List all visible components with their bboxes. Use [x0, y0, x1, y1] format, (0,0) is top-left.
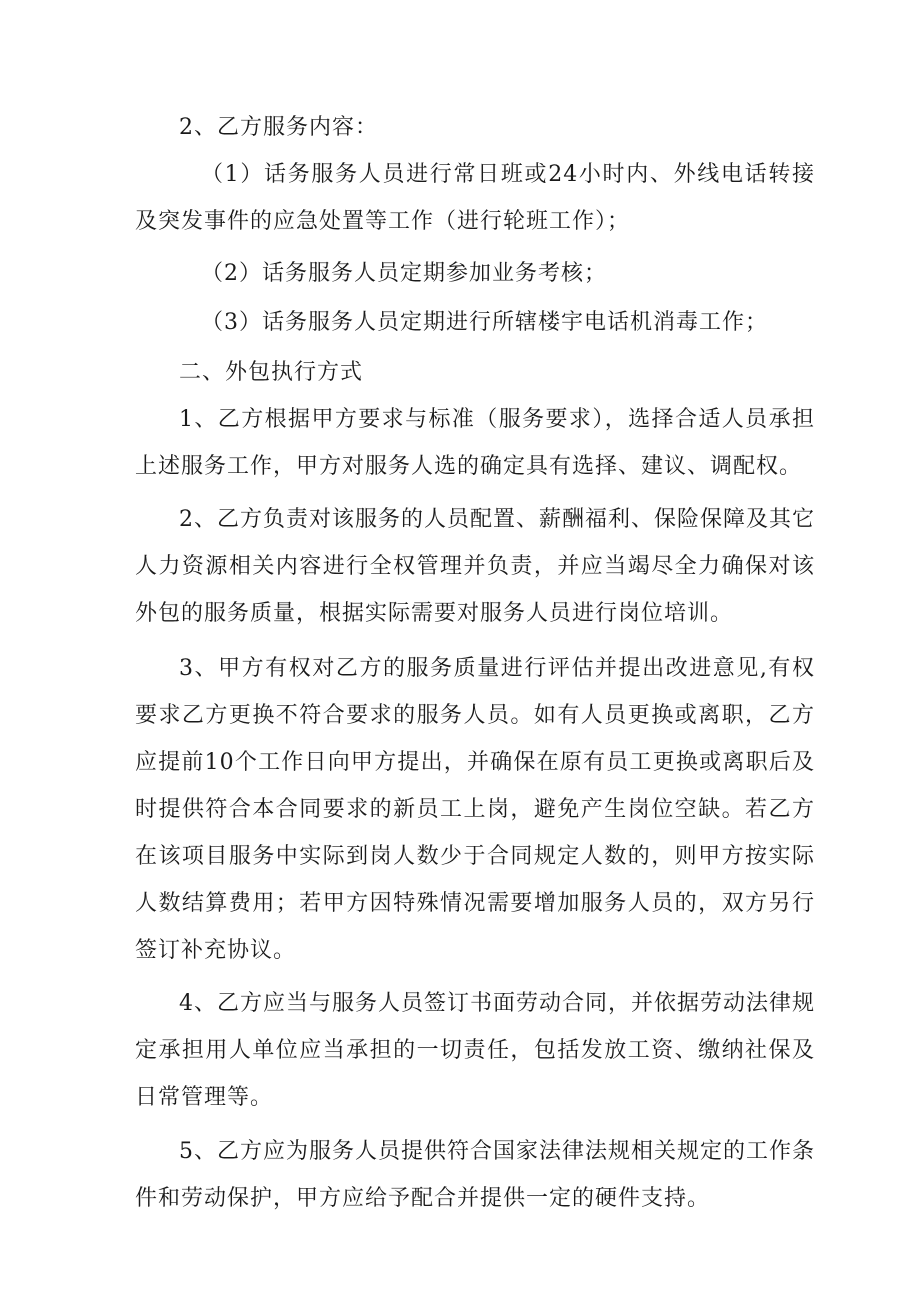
execution-clause-2: 2、乙方负责对该服务的人员配置、薪酬福利、保险保障及其它人力资源相关内容进行全权管理并负责，并应当竭尽全力确保对该外包的服务质量，根据实际需要对服务人员进行岗位培训。 [135, 507, 815, 626]
service-item-3: （3）话务服务人员定期进行所辖楼宇电话机消毒工作； [201, 310, 768, 335]
section-heading-execution: 二、外包执行方式 [179, 360, 364, 385]
service-content-heading: 2、乙方服务内容： [179, 115, 378, 140]
service-item-1: （1）话务服务人员进行常日班或24小时内、外线电话转接及突发事件的应急处置等工作（进行轮班工作）； [135, 162, 815, 234]
service-item-2: （2）话务服务人员定期参加业务考核； [201, 261, 607, 286]
execution-clause-3: 3、甲方有权对乙方的服务质量进行评估并提出改进意见,有权要求乙方更换不符合要求的服务人员。如有人员更换或离职，乙方应提前10个工作日向甲方提出，并确保在原有员工更换或离职后及时提供符合本合同要求的新员工上岗，避免产生岗位空缺。若乙方在该项目服务中实际到岗人数少于合同规定人数的，则甲方按实际人数结算费用；若甲方因特殊情况需要增加服务人员的，双方另行签订补充协议。 [135, 656, 815, 963]
execution-clause-4: 4、乙方应当与服务人员签订书面劳动合同，并依据劳动法律规定承担用人单位应当承担的一切责任，包括发放工资、缴纳社保及日常管理等。 [135, 991, 815, 1110]
execution-clause-5: 5、乙方应为服务人员提供符合国家法律法规相关规定的工作条件和劳动保护，甲方应给予配合并提供一定的硬件支持。 [135, 1139, 815, 1211]
execution-clause-1: 1、乙方根据甲方要求与标准（服务要求），选择合适人员承担上述服务工作，甲方对服务人选的确定具有选择、建议、调配权。 [135, 407, 815, 479]
